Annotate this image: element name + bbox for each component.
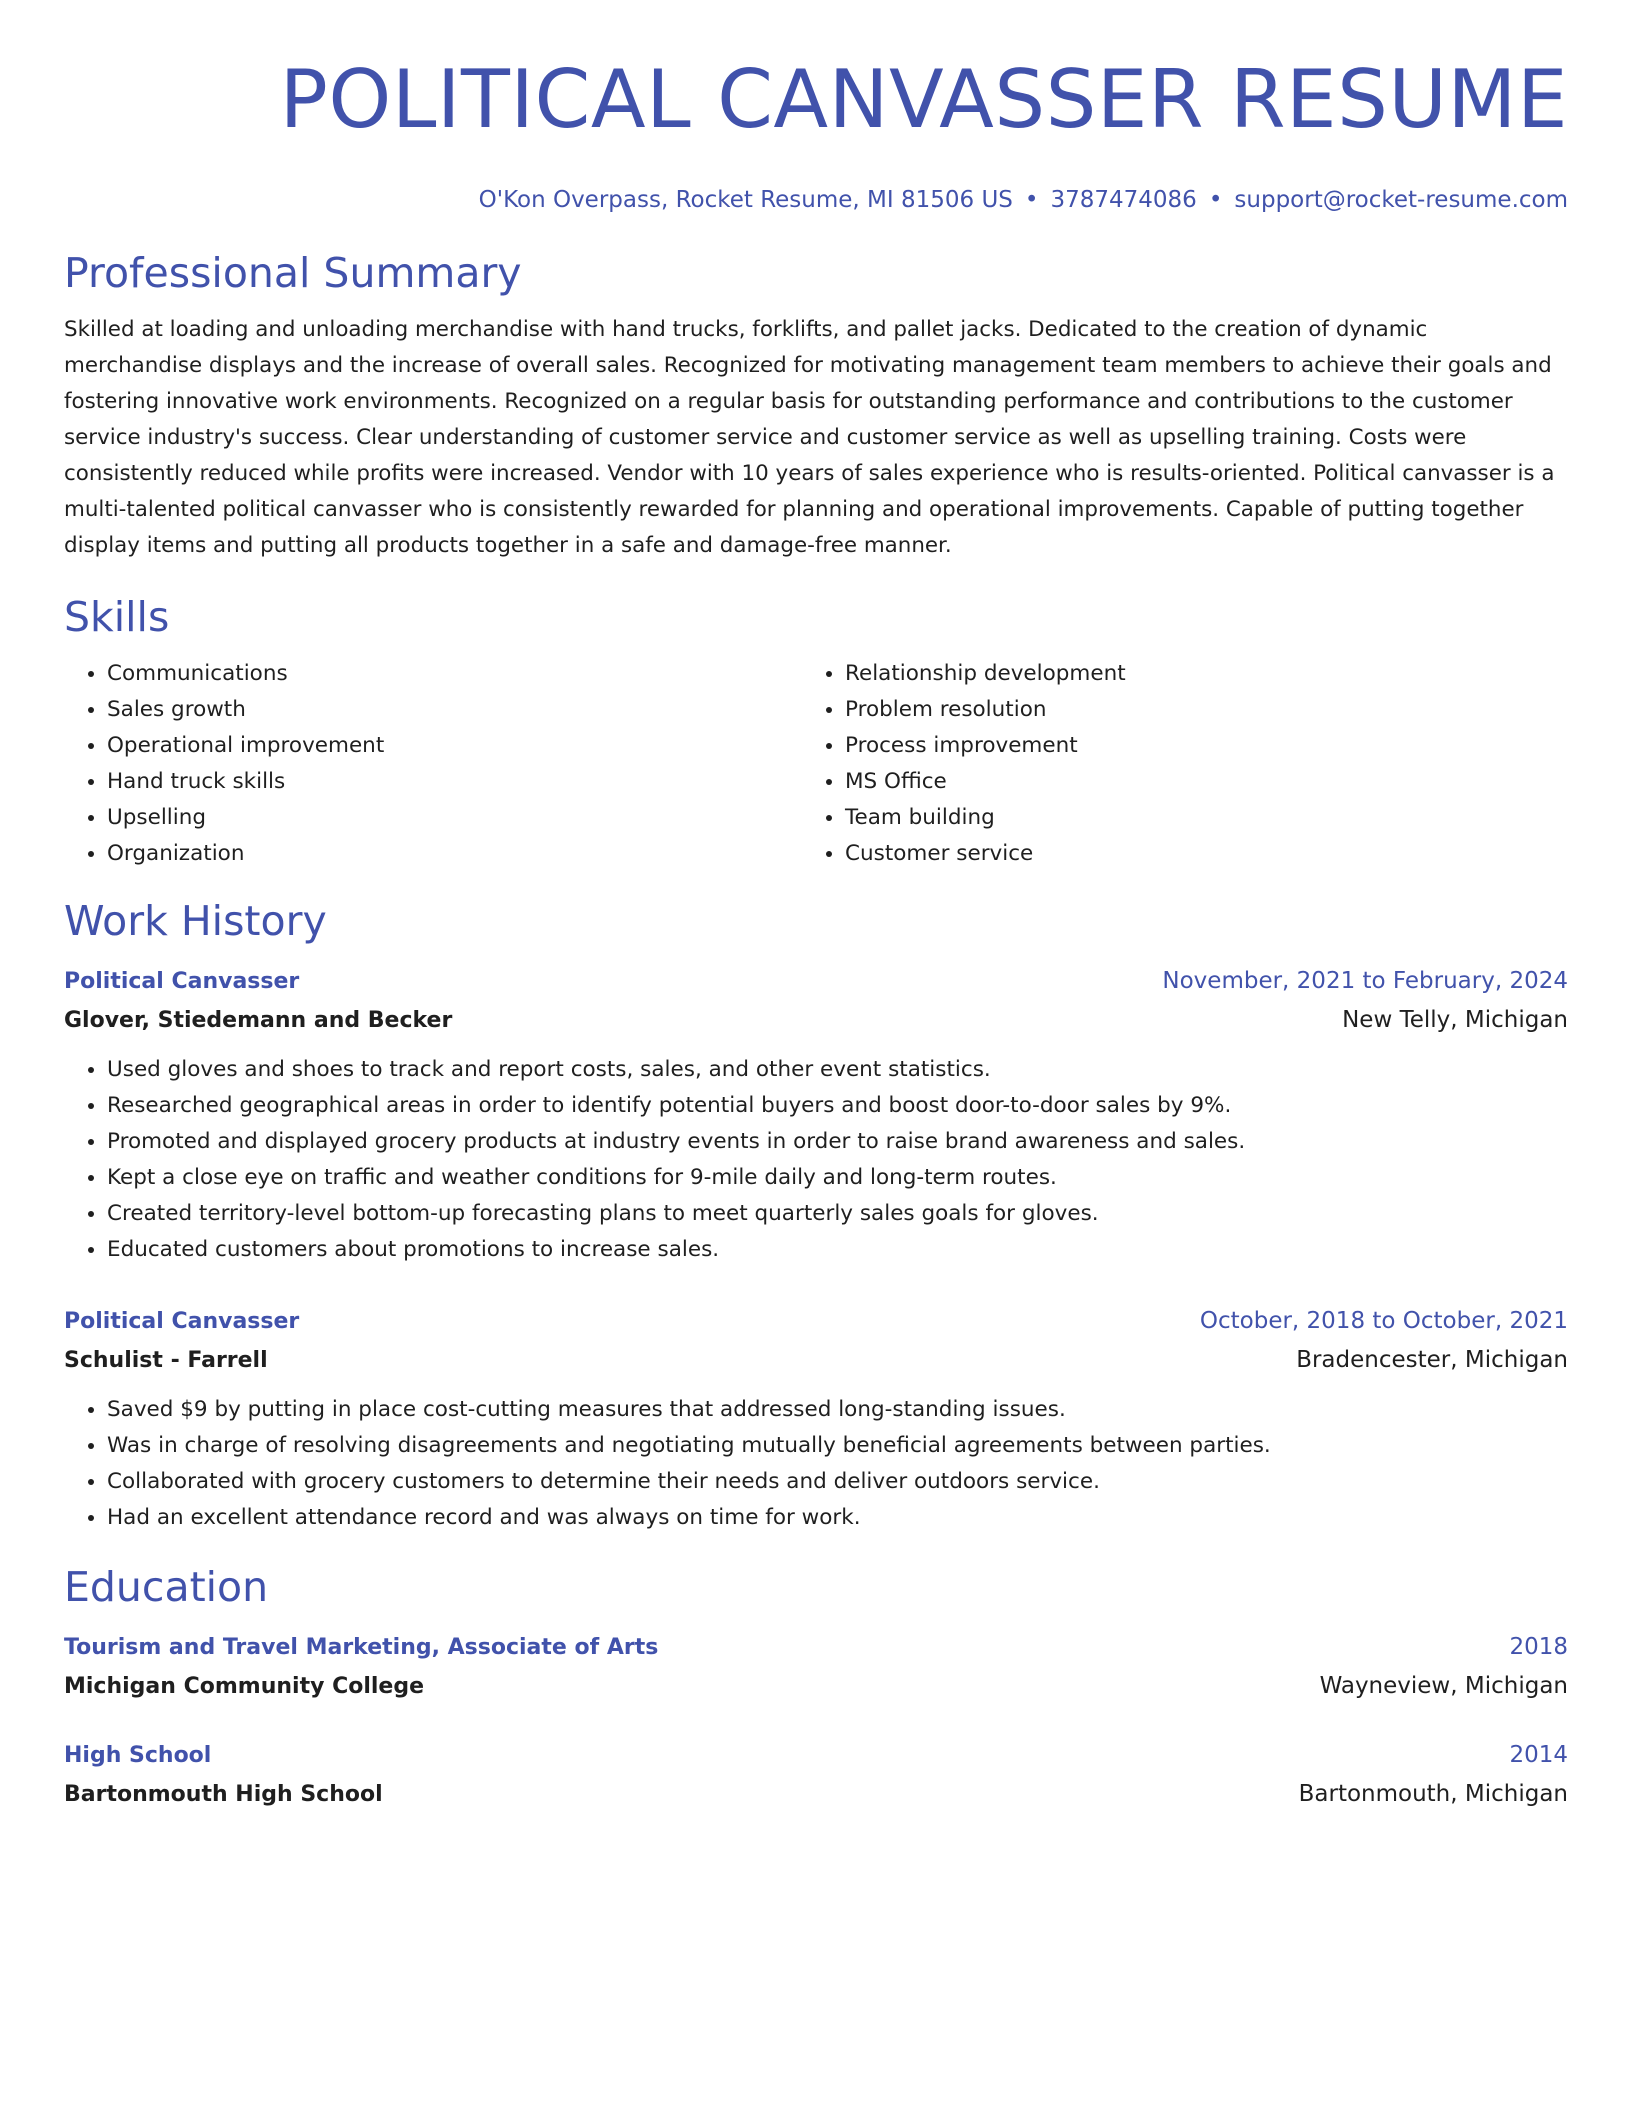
skills-grid [64, 656, 1568, 872]
education-location: Bartonmouth, Michigan [1298, 1781, 1568, 1807]
contact-address: O'Kon Overpass, Rocket Resume, MI 81506 US [478, 187, 1013, 213]
skill-item: • Sales growth [107, 692, 802, 728]
resume-header [64, 52, 1568, 216]
job-bullets [64, 1052, 1568, 1268]
skills-section [64, 590, 1568, 872]
job-bullet: • Had an excellent attendance record and was always on time for work. [107, 1500, 1568, 1536]
job-dates: November, 2021 to February, 2024 [1162, 968, 1568, 994]
education-degree-row [64, 1628, 1568, 1667]
skill-item: • Upselling [107, 800, 802, 836]
job-title-row [64, 962, 1568, 1001]
job-title-row [64, 1302, 1568, 1341]
skill-item: • Process improvement [845, 728, 1540, 764]
job-location: New Telly, Michigan [1342, 1007, 1568, 1033]
contact-phone: 3787474086 [1050, 187, 1197, 213]
job-company-row [64, 1341, 1568, 1380]
education-degree-row [64, 1736, 1568, 1775]
job-bullet: • Kept a close eye on traffic and weather conditions for 9-mile daily and long-term routes. [107, 1160, 1568, 1196]
job-title: Political Canvasser [64, 1309, 300, 1334]
summary-text: Skilled at loading and unloading merchandise with hand trucks, forklifts, and pallet jacks. Dedicated to the creation of dynamic merchandise displays and the increase of overall sales. Recognized for motivating management team members to achieve their goals and fostering innovative work environments. Recognized on a regular basis for outstanding performance and contributions to the customer service industry's success. Clear understanding of customer service and customer service as well as upselling training. Costs were consistently reduced while profits were increased. Vendor with 10 years of sales experience who is results-oriented. Political canvasser is a multi-talented political canvasser who is consistently rewarded for planning and operational improvements. Capable of putting together display items and putting all products together in a safe and damage-free manner. [64, 317, 1555, 558]
job-bullet: • Educated customers about promotions to increase sales. [107, 1232, 1568, 1268]
job-bullet: • Researched geographical areas in order to identify potential buyers and boost door-to-door sales by 9%. [107, 1088, 1568, 1124]
summary-section [64, 246, 1568, 564]
job-bullet: • Saved $9 by putting in place cost-cutting measures that addressed long-standing issues. [107, 1392, 1568, 1428]
education-location: Wayneview, Michigan [1319, 1673, 1568, 1699]
education-school-row [64, 1775, 1568, 1814]
education-school-row [64, 1667, 1568, 1706]
education-school: Bartonmouth High School [64, 1782, 383, 1807]
education-heading: Education [64, 1563, 269, 1611]
job-bullet: • Used gloves and shoes to track and report costs, sales, and other event statistics. [107, 1052, 1568, 1088]
job-company-row [64, 1001, 1568, 1040]
contact-separator: • [1024, 187, 1039, 213]
education-year: 2014 [1509, 1742, 1568, 1768]
job-bullets [64, 1392, 1568, 1536]
contact-separator: • [1208, 187, 1223, 213]
education-entry [64, 1628, 1568, 1706]
skills-left-column [64, 656, 802, 872]
work-history-section [64, 894, 1568, 1536]
contact-email: support@rocket-resume.com [1234, 187, 1568, 213]
skill-item: • Organization [107, 836, 802, 872]
job-bullet: • Was in charge of resolving disagreements and negotiating mutually beneficial agreements between parties. [107, 1428, 1568, 1464]
skill-item: • Hand truck skills [107, 764, 802, 800]
resume-title: POLITICAL CANVASSER RESUME [279, 53, 1568, 146]
contact-line [64, 184, 1568, 216]
job-bullet: • Promoted and displayed grocery products at industry events in order to raise brand awareness and sales. [107, 1124, 1568, 1160]
work-history-heading: Work History [64, 897, 327, 945]
skill-item: • Operational improvement [107, 728, 802, 764]
skill-item: • MS Office [845, 764, 1540, 800]
job-bullet: • Created territory-level bottom-up forecasting plans to meet quarterly sales goals for gloves. [107, 1196, 1568, 1232]
job-title: Political Canvasser [64, 969, 300, 994]
job-location: Bradencester, Michigan [1296, 1347, 1568, 1373]
job-company: Glover, Stiedemann and Becker [64, 1008, 453, 1033]
education-school: Michigan Community College [64, 1674, 425, 1699]
skill-item: • Communications [107, 656, 802, 692]
education-degree: Tourism and Travel Marketing, Associate of Arts [64, 1635, 659, 1660]
skill-item: • Team building [845, 800, 1540, 836]
job-entry [64, 962, 1568, 1268]
skill-item: • Relationship development [845, 656, 1540, 692]
job-dates: October, 2018 to October, 2021 [1199, 1308, 1568, 1334]
skill-item: • Customer service [845, 836, 1540, 872]
education-degree: High School [64, 1743, 212, 1768]
education-entry [64, 1736, 1568, 1814]
skills-heading: Skills [64, 593, 170, 641]
education-section [64, 1560, 1568, 1814]
education-year: 2018 [1509, 1634, 1568, 1660]
job-company: Schulist - Farrell [64, 1348, 268, 1373]
skill-item: • Problem resolution [845, 692, 1540, 728]
job-entry [64, 1302, 1568, 1536]
skills-right-column [802, 656, 1540, 872]
job-bullet: • Collaborated with grocery customers to determine their needs and deliver outdoors service. [107, 1464, 1568, 1500]
summary-heading: Professional Summary [64, 249, 522, 297]
